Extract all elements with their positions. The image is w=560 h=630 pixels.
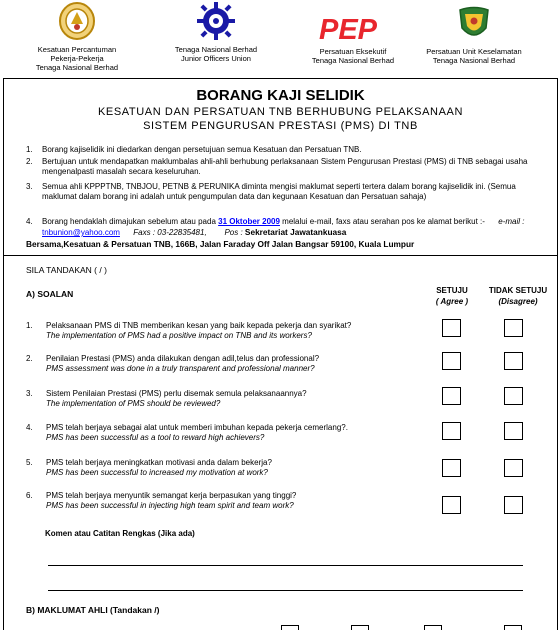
- email-label: e-mail :: [498, 217, 525, 226]
- deadline-date: 31 Oktober 2009: [218, 217, 280, 226]
- section-b-heading: B) MAKLUMAT AHLI (Tandakan /): [26, 605, 160, 615]
- question-item: [26, 458, 426, 478]
- q2-agree-checkbox[interactable]: [442, 352, 461, 370]
- member-info-checkbox[interactable]: [424, 625, 442, 630]
- pos-label: Pos :: [224, 228, 245, 237]
- mark-instruction: SILA TANDAKAN ( / ): [26, 265, 107, 275]
- question-item: [26, 423, 426, 443]
- section-a-heading: A) SOALAN: [26, 289, 74, 299]
- q5-agree-checkbox[interactable]: [442, 459, 461, 477]
- form-title: BORANG KAJI SELIDIK: [196, 87, 365, 104]
- q6-agree-checkbox[interactable]: [442, 496, 461, 514]
- disagree-column-header: [476, 285, 560, 307]
- logo-caption-line: Tenaga Nasional Berhad: [311, 56, 395, 65]
- petnb-logo-block: [292, 0, 414, 65]
- form-subtitle-line1: KESATUAN DAN PERSATUAN TNB BERHUBUNG PELAKSANAAN: [98, 106, 463, 118]
- instruction-item: [26, 182, 536, 202]
- logo-caption-line: Tenaga Nasional Berhad: [35, 63, 119, 72]
- instruction-number: 3.: [26, 182, 33, 191]
- crest-emblem-icon: [57, 0, 97, 42]
- shield-crest-icon: [455, 6, 493, 44]
- question-item: [26, 321, 426, 341]
- form-subtitle-line2: SISTEM PENGURUSAN PRESTASI (PMS) DI TNB: [143, 120, 418, 132]
- agree-label: SETUJU: [436, 286, 468, 295]
- question-number: 5.: [26, 458, 33, 467]
- instruction-number: 2.: [26, 157, 33, 166]
- instruction-text: Bertujuan untuk mendapatkan maklumbalas ahli-ahli berhubung perlaksanaan Sistem Pengurusan Prestasi (PMS) di TNB sebagai usaha mengenalpasti masalah secara keseluruhan.: [42, 157, 528, 176]
- member-info-checkbox[interactable]: [281, 625, 299, 630]
- q1-disagree-checkbox[interactable]: [504, 319, 523, 337]
- logo-caption-line: Pekerja-Pekerja: [50, 54, 104, 63]
- question-text-ms: Penilaian Prestasi (PMS) anda dilakukan dengan adil,telus dan professional?: [46, 354, 320, 363]
- question-item: [26, 389, 426, 409]
- question-text-en: PMS has been successful as a tool to reward high achievers?: [46, 433, 265, 442]
- question-number: 2.: [26, 354, 33, 363]
- question-number: 3.: [26, 389, 33, 398]
- q6-disagree-checkbox[interactable]: [504, 496, 523, 514]
- instruction-text: Semua ahli KPPPTNB, TNBJOU, PETNB & PERUNIKA diminta mengisi maklumat seperti tertera dalam borang kajiselidik ini. (Semua maklumat dalam borang ini adalah untuk pengumpulan data dan kegunaan Kesatuan dan Persatuan sahaja): [42, 182, 516, 201]
- q2-disagree-checkbox[interactable]: [504, 352, 523, 370]
- question-text-en: PMS assessment was done in a truly transparent and professional manner?: [46, 364, 315, 373]
- logo-caption-line: Tenaga Nasional Berhad: [174, 45, 258, 54]
- comment-line[interactable]: [48, 590, 523, 591]
- question-text-en: PMS has been successful in injecting high team spirit and team work?: [46, 501, 294, 510]
- q4-agree-checkbox[interactable]: [442, 422, 461, 440]
- instruction-number: 1.: [26, 145, 33, 154]
- instruction-address: [26, 239, 536, 250]
- question-number: 4.: [26, 423, 33, 432]
- question-text-ms: Sistem Penilaian Prestasi (PMS) perlu disemak semula pelaksanaannya?: [46, 389, 307, 398]
- pep-logo-icon: [317, 12, 389, 44]
- section-divider: [4, 255, 557, 256]
- logo-caption-line: Tenaga Nasional Berhad: [432, 56, 516, 65]
- question-text-en: PMS has been successful to increased my motivation at work?: [46, 468, 268, 477]
- instruction-number: 4.: [26, 217, 33, 226]
- agree-column-header: [424, 285, 480, 307]
- q1-agree-checkbox[interactable]: [442, 319, 461, 337]
- disagree-label-en: (Disagree): [498, 297, 538, 306]
- question-item: [26, 354, 426, 374]
- disagree-label: TIDAK SETUJU: [488, 286, 548, 295]
- postal-address-part2: Bersama,Kesatuan & Persatuan TNB, 166B, Jalan Faraday Off Jalan Bangsar 59100, Kuala Lumpur: [26, 239, 415, 249]
- instruction-text-part: Borang hendaklah dimajukan sebelum atau pada: [42, 217, 219, 226]
- question-text-ms: PMS telah berjaya meningkatkan motivasi anda dalam bekerja?: [46, 458, 272, 467]
- instruction-text: [42, 217, 536, 238]
- perunika-logo-block: [412, 0, 536, 65]
- comment-label: Komen atau Catitan Rengkas (Jika ada): [45, 529, 195, 538]
- instruction-text: Borang kajiselidik ini diedarkan dengan persetujuan semua Kesatuan dan Persatuan TNB.: [42, 145, 362, 154]
- agree-label-en: ( Agree ): [435, 297, 469, 306]
- email-link[interactable]: tnbunion@yahoo.com: [42, 228, 120, 237]
- instruction-item: [26, 145, 536, 155]
- comment-line[interactable]: [48, 565, 523, 566]
- question-item: [26, 491, 426, 511]
- fax-number: Faxs : 03-22835481,: [133, 228, 207, 237]
- gear-emblem-icon: [197, 0, 235, 42]
- kpppt-logo-block: [18, 0, 136, 72]
- instruction-text-part: melalui e-mail, faxs atau serahan pos ke alamat berikut :-: [279, 217, 485, 226]
- tnbjou-logo-block: [160, 0, 272, 63]
- q3-disagree-checkbox[interactable]: [504, 387, 523, 405]
- logo-caption-line: Persatuan Eksekutif: [319, 47, 387, 56]
- logo-caption-line: Junior Officers Union: [181, 54, 251, 63]
- instruction-item: [26, 217, 536, 238]
- question-number: 6.: [26, 491, 33, 500]
- q4-disagree-checkbox[interactable]: [504, 422, 523, 440]
- logo-caption-line: Persatuan Unit Keselamatan: [426, 47, 522, 56]
- question-number: 1.: [26, 321, 33, 330]
- question-text-en: The implementation of PMS should be reviewed?: [46, 399, 221, 408]
- q5-disagree-checkbox[interactable]: [504, 459, 523, 477]
- question-text-ms: PMS telah berjaya menyuntik semangat kerja berpasukan yang tinggi?: [46, 491, 297, 500]
- question-text-ms: PMS telah berjaya sebagai alat untuk memberi imbuhan kepada pekerja cemerlang?.: [46, 423, 348, 432]
- question-text-ms: Pelaksanaan PMS di TNB memberikan kesan yang baik kepada pekerja dan syarikat?: [46, 321, 352, 330]
- instruction-item: [26, 157, 536, 177]
- postal-address-part1: Sekretariat Jawatankuasa: [244, 227, 347, 237]
- survey-form: [3, 78, 558, 630]
- svg-text:PEP: PEP: [319, 14, 378, 44]
- question-text-en: The implementation of PMS had a positive impact on TNB and its workers?: [46, 331, 312, 340]
- logo-header: [0, 0, 560, 80]
- member-info-checkbox[interactable]: [504, 625, 522, 630]
- member-info-checkbox[interactable]: [351, 625, 369, 630]
- logo-caption-line: Kesatuan Percantuman: [37, 45, 117, 54]
- q3-agree-checkbox[interactable]: [442, 387, 461, 405]
